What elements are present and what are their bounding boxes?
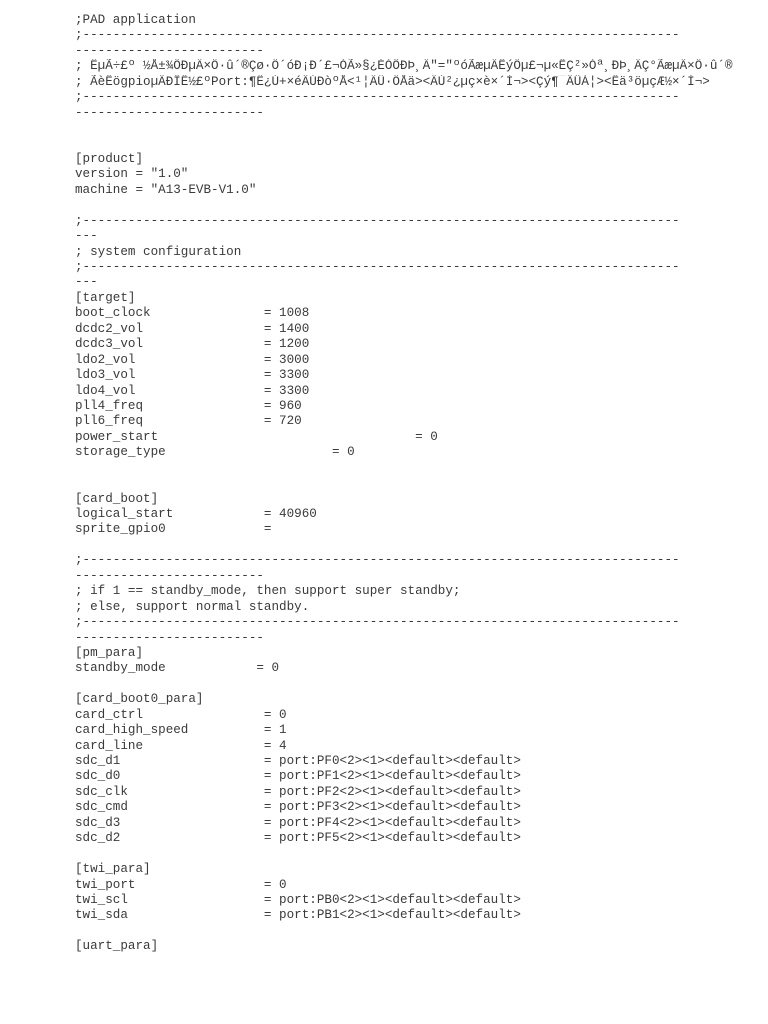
config-document xyxy=(75,13,755,955)
separator-line: ------------------------- xyxy=(75,43,264,58)
config-entry: sdc_d3 = port:PF4<2><1><default><default> xyxy=(75,815,521,830)
separator-line: --- xyxy=(75,275,98,290)
blank-line xyxy=(75,538,755,553)
section-header: [uart_para] xyxy=(75,939,159,954)
section-header: [target] xyxy=(75,290,136,305)
config-entry: machine = "A13-EVB-V1.0" xyxy=(75,182,257,197)
config-entry: version = "1.0" xyxy=(75,167,189,182)
separator-line: --- xyxy=(75,229,98,244)
blank-line xyxy=(75,137,755,152)
config-entry: ldo3_vol = 3300 xyxy=(75,368,310,383)
section-header: [product] xyxy=(75,151,144,166)
blank-line xyxy=(75,677,755,692)
section-header: [twi_para] xyxy=(75,862,151,877)
config-entry: sdc_clk = port:PF2<2><1><default><default> xyxy=(75,784,521,799)
separator-line: ;------------------------------------------------------------------------------- xyxy=(75,90,680,105)
config-entry: storage_type = 0 xyxy=(75,445,355,460)
separator-line: ;------------------------------------------------------------------------------- xyxy=(75,260,680,274)
comment-line: ; system configuration xyxy=(75,244,242,259)
config-entry: twi_sda = port:PB1<2><1><default><default> xyxy=(75,908,521,923)
comment-line: ; ÃèÊögpioµÄÐÎÊ½£ºPort:¶Ë¿Ú+×éÄÚÐòºÅ<¹¦ÄÜ·ÖÅä><ÄÚ²¿µç×è×´Ì¬><Çý¶¯ÄÜÁ¦><Êä³öµçÆ½×´Ì¬> xyxy=(75,74,710,89)
config-entry: sdc_d2 = port:PF5<2><1><default><default> xyxy=(75,831,521,846)
comment-line: ; ËµÃ÷£º ½Å±¾ÖÐµÄ×Ö·û´®Çø·Ö´óÐ¡Ð´£¬ÓÃ»§¿ÉÒÔÐÞ¸Ä"="ºóÃæµÄÊýÖµ£¬µ«ÊÇ²»Òª¸ÐÞ¸ÄÇ°ÃæµÄ×Ö·û´® xyxy=(75,59,733,74)
comment-line: ;PAD application xyxy=(75,13,196,27)
separator-line: ------------------------- xyxy=(75,568,264,583)
config-entry: boot_clock = 1008 xyxy=(75,306,310,321)
section-header: [card_boot0_para] xyxy=(75,692,204,707)
config-entry: dcdc2_vol = 1400 xyxy=(75,321,310,336)
separator-line: ;------------------------------------------------------------------------------- xyxy=(75,615,680,630)
blank-line xyxy=(75,924,755,939)
blank-line xyxy=(75,461,755,476)
separator-line: ;------------------------------------------------------------------------------- xyxy=(75,553,680,568)
config-entry: standby_mode = 0 xyxy=(75,661,280,676)
separator-line: ;------------------------------------------------------------------------------- xyxy=(75,28,680,43)
config-entry: sprite_gpio0 = xyxy=(75,522,272,537)
config-entry: pll6_freq = 720 xyxy=(75,414,302,429)
blank-line xyxy=(75,476,755,491)
comment-line: ; else, support normal standby. xyxy=(75,599,310,614)
comment-line: ; if 1 == standby_mode, then support super standby; xyxy=(75,584,461,599)
config-entry: dcdc3_vol = 1200 xyxy=(75,337,310,352)
config-entry: card_line = 4 xyxy=(75,738,287,753)
config-entry: ldo2_vol = 3000 xyxy=(75,352,310,367)
config-entry: sdc_d1 = port:PF0<2><1><default><default> xyxy=(75,754,521,768)
config-entry: twi_scl = port:PB0<2><1><default><default> xyxy=(75,892,521,907)
config-entry: logical_start = 40960 xyxy=(75,507,317,521)
section-header: [card_boot] xyxy=(75,491,159,506)
separator-line: ;------------------------------------------------------------------------------- xyxy=(75,213,680,228)
blank-line xyxy=(75,198,755,213)
config-entry: ldo4_vol = 3300 xyxy=(75,383,310,398)
blank-line xyxy=(75,121,755,136)
config-entry: sdc_cmd = port:PF3<2><1><default><default> xyxy=(75,800,521,815)
blank-line xyxy=(75,847,755,862)
config-entry: power_start = 0 xyxy=(75,429,438,444)
config-entry: twi_port = 0 xyxy=(75,877,287,892)
separator-line: ------------------------- xyxy=(75,630,264,645)
config-entry: card_ctrl = 0 xyxy=(75,707,287,722)
config-entry: pll4_freq = 960 xyxy=(75,398,302,413)
section-header: [pm_para] xyxy=(75,645,144,660)
separator-line: ------------------------- xyxy=(75,105,264,120)
config-entry: sdc_d0 = port:PF1<2><1><default><default> xyxy=(75,769,521,784)
config-entry: card_high_speed = 1 xyxy=(75,723,287,738)
